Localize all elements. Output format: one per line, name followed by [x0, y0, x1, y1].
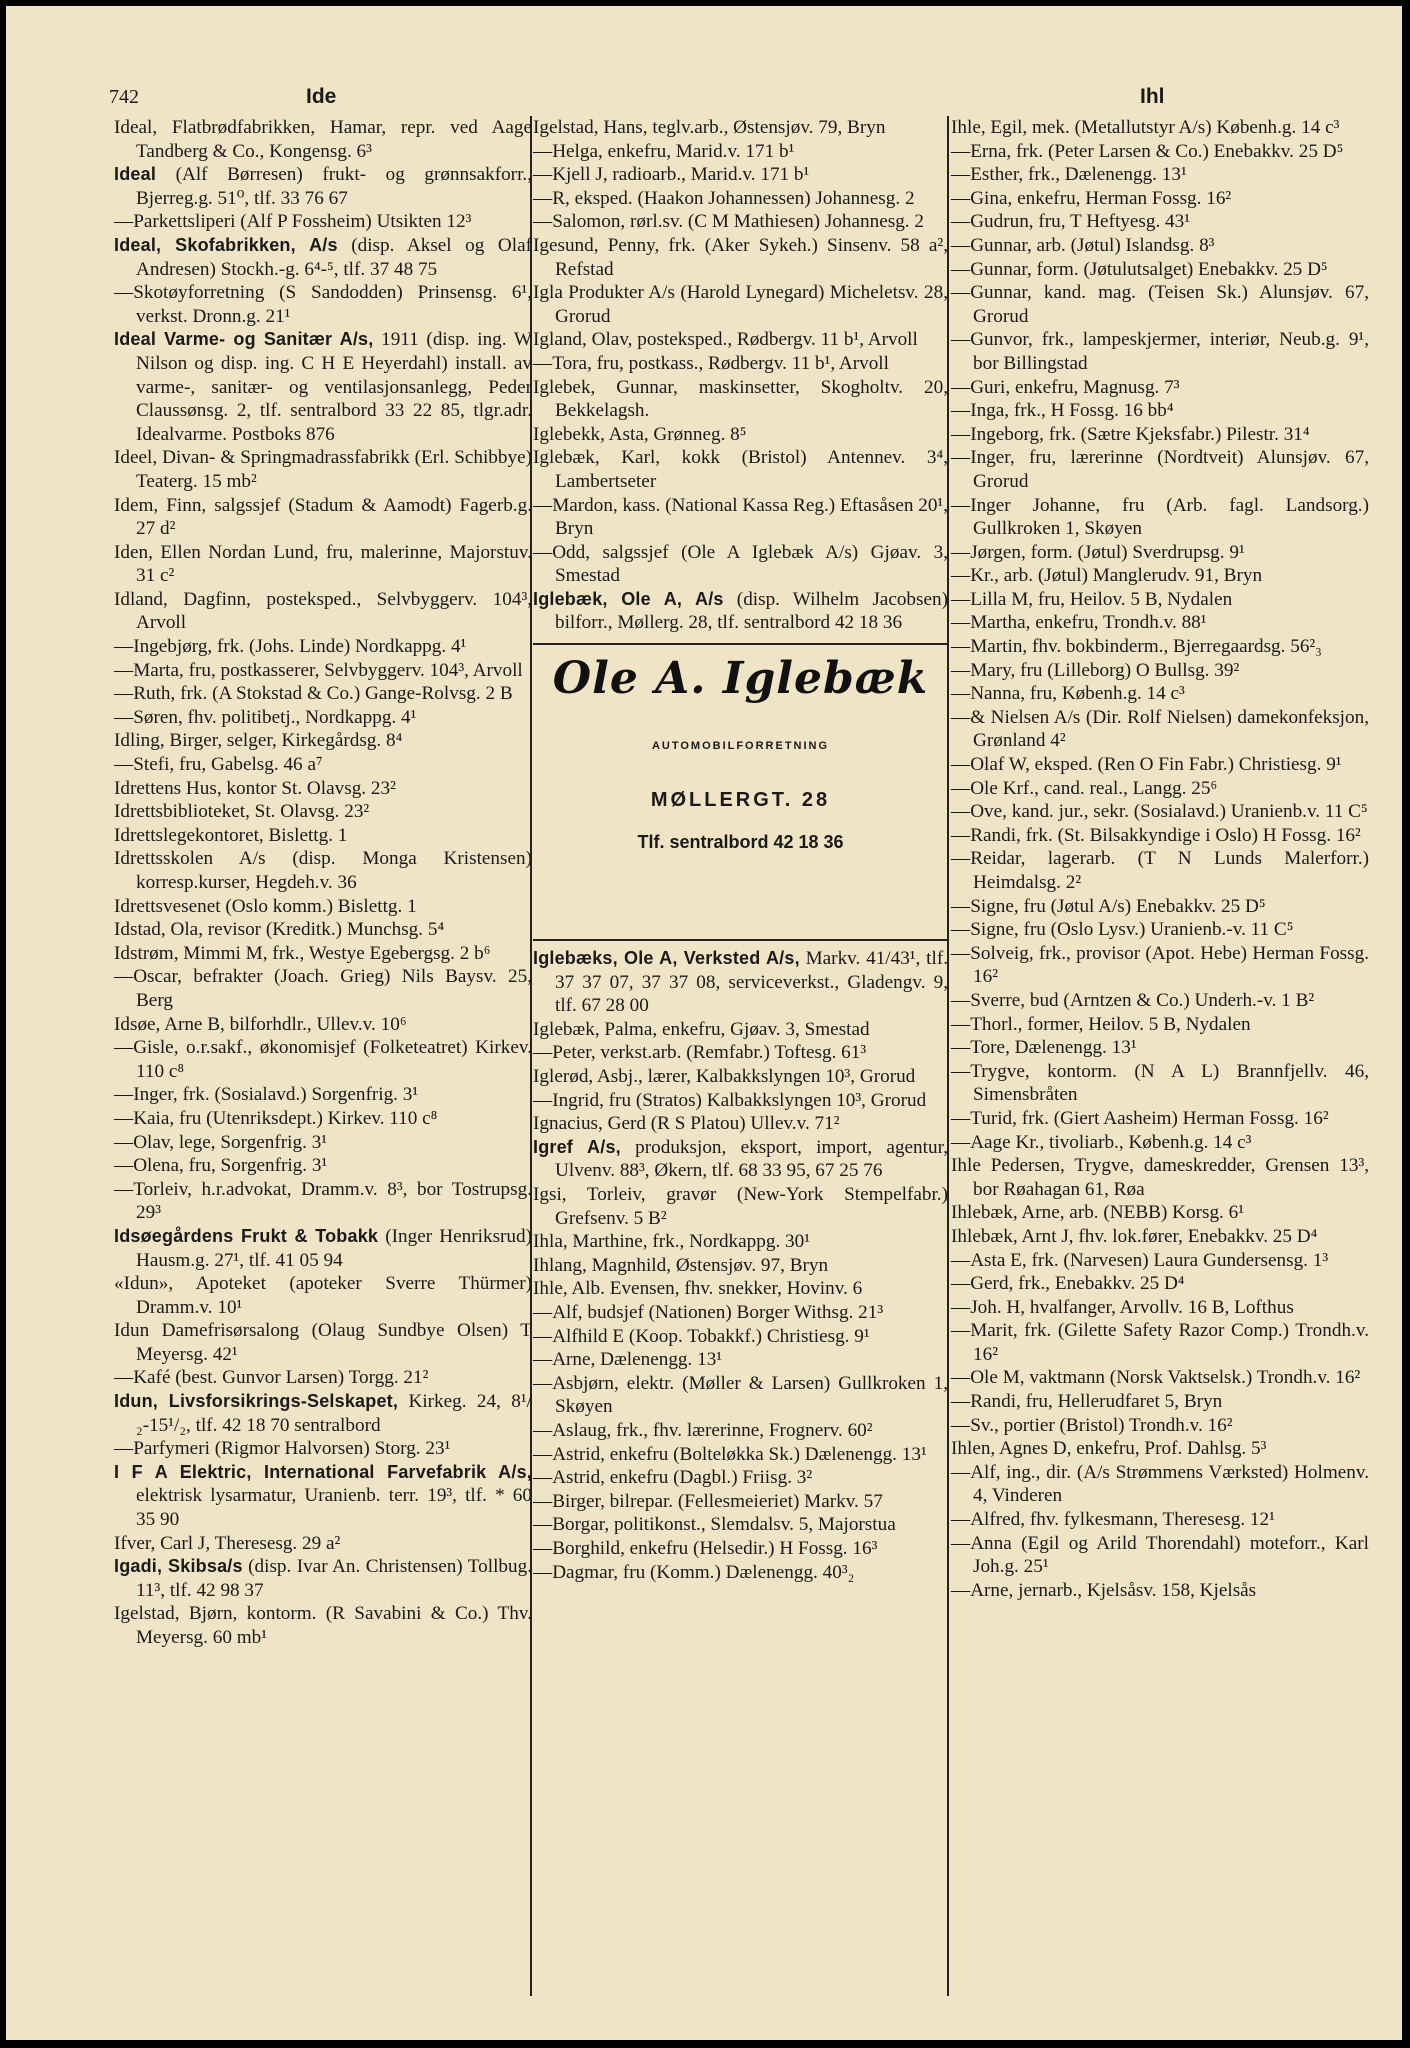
directory-entry	[114, 1036, 532, 1083]
column-2	[533, 116, 948, 1584]
entry-text: —Ruth, frk. (A Stokstad & Co.) Gange-Rolvsg. 2 B	[114, 683, 513, 705]
entry-text: —Borgar, politikonst., Slemdalsv. 5, Majorstua	[533, 1514, 896, 1536]
entry-text: —Trygve, kontorm. (N A L) Brannfjellv. 46, Simensbråten	[951, 1060, 1369, 1106]
directory-entry	[114, 234, 532, 281]
entry-text: —Peter, verkst.arb. (Remfabr.) Toftesg. 61³	[533, 1042, 867, 1064]
entry-bold-name: Iglebæk, Ole A, A/s	[533, 588, 724, 609]
directory-entry	[951, 659, 1369, 683]
directory-entry	[533, 376, 948, 423]
directory-entry	[114, 1178, 532, 1225]
directory-entry	[533, 210, 948, 234]
directory-entry	[533, 1325, 948, 1349]
entry-text: —Ingebjørg, frk. (Johs. Linde) Nordkappg. 4¹	[114, 636, 467, 658]
entry-text: —Parkettsliperi (Alf P Fossheim) Utsikten 12³	[114, 211, 472, 233]
entry-text: —Olena, fru, Sorgenfrig. 3¹	[114, 1155, 328, 1177]
directory-entry	[951, 611, 1369, 635]
entry-text: Idrettsvesenet (Oslo komm.) Bislettg. 1	[114, 895, 417, 917]
entry-text: Ihle, Alb. Evensen, fhv. snekker, Hovinv. 6	[533, 1278, 863, 1300]
column-2-top-entries	[533, 116, 948, 635]
directory-entry	[951, 1249, 1369, 1273]
entry-text: —Skotøyforretning (S Sandodden) Prinsensg. 6¹, verkst. Dronn.g. 21¹	[114, 282, 532, 327]
directory-entry	[951, 1225, 1369, 1249]
entry-text: —Tora, fru, postkass., Rødbergv. 11 b¹, Arvoll	[533, 352, 889, 374]
entry-text: Igland, Olav, posteksped., Rødbergv. 11 b¹, Arvoll	[533, 329, 918, 351]
entry-bold-name: Ideal	[114, 164, 157, 185]
directory-entry	[114, 1532, 532, 1556]
entry-text: —Arne, Dælenengg. 13¹	[533, 1349, 723, 1371]
entry-text: —Gunnar, kand. mag. (Teisen Sk.) Alunsjøv. 67, Grorud	[951, 282, 1369, 327]
directory-entry	[951, 1437, 1369, 1461]
directory-entry	[114, 682, 532, 706]
directory-entry	[114, 965, 532, 1012]
directory-entry	[114, 1225, 532, 1272]
directory-entry	[533, 1136, 948, 1183]
directory-entry	[951, 1532, 1369, 1579]
entry-text: —Parfymeri (Rigmor Halvorsen) Storg. 23¹	[114, 1438, 451, 1460]
directory-entry	[951, 588, 1369, 612]
entry-text: Idling, Birger, selger, Kirkegårdsg. 8⁴	[114, 730, 403, 752]
directory-entry	[114, 635, 532, 659]
entry-text: produksjon, eksport, import, agentur, Ulvenv. 88³, Økern, tlf. 68 33 95, 67 25 76	[555, 1136, 948, 1182]
entry-text: —Nanna, fru, Københ.g. 14 c³	[951, 683, 1185, 705]
entry-text: —Lilla M, fru, Heilov. 5 B, Nydalen	[951, 588, 1233, 610]
directory-entry	[951, 706, 1369, 753]
column-1	[114, 116, 532, 1650]
entry-text: —Reidar, lagerarb. (T N Lunds Malerforr.) Heimdalsg. 2²	[951, 848, 1369, 893]
entry-text: Idem, Finn, salgssjef (Stadum & Aamodt) Fagerb.g. 27 d²	[114, 494, 532, 540]
ad-phone: Tlf. sentralbord 42 18 36	[637, 832, 844, 853]
entry-text: —Ingrid, fru (Stratos) Kalbakkslyngen 10³, Grorud	[533, 1089, 927, 1111]
entry-text: —Randi, frk. (St. Bilsakkyndige i Oslo) H Fossg. 16²	[951, 824, 1361, 846]
directory-entry	[951, 918, 1369, 942]
entry-text: —Signe, fru (Jøtul A/s) Enebakkv. 25 D⁵	[951, 895, 1266, 917]
entry-text: —Marta, fru, postkasserer, Selvbyggerv. 104³, Arvoll	[114, 659, 523, 681]
entry-text: —Mary, fru (Lilleborg) O Bullsg. 39²	[951, 659, 1240, 681]
directory-entry	[951, 1036, 1369, 1060]
entry-text: Igelstad, Bjørn, kontorm. (R Savabini & Co.) Thv. Meyersg. 60 mb¹	[114, 1603, 532, 1648]
entry-text: —Solveig, frk., provisor (Apot. Hebe) Herman Fossg. 16²	[951, 942, 1369, 988]
directory-entry	[951, 187, 1369, 211]
entry-text: —Birger, bilrepar. (Fellesmeieriet) Markv. 57	[533, 1490, 883, 1512]
entry-text: —Ingeborg, frk. (Sætre Kjeksfabr.) Pilestr. 31⁴	[951, 423, 1310, 445]
directory-entry	[114, 281, 532, 328]
directory-entry	[114, 446, 532, 493]
entry-text: Idstad, Ola, revisor (Kreditk.) Munchsg. 5⁴	[114, 919, 445, 941]
entry-text: Ihle, Egil, mek. (Metallutstyr A/s) Københ.g. 14 c³	[951, 117, 1340, 138]
directory-entry	[533, 494, 948, 541]
entry-text: (Inger Henriksrud) Hausm.g. 27¹, tlf. 41 05 94	[136, 1225, 532, 1271]
directory-entry	[533, 281, 948, 328]
entry-text: —Guri, enkefru, Magnusg. 7³	[951, 376, 1180, 398]
entry-text: Ihla, Marthine, frk., Nordkappg. 30¹	[533, 1231, 810, 1253]
directory-entry	[114, 1272, 532, 1319]
entry-text: —Anna (Egil og Arild Thorendahl) moteforr., Karl Joh.g. 25¹	[951, 1532, 1369, 1578]
directory-entry	[114, 541, 532, 588]
directory-entry	[114, 942, 532, 966]
entry-text: Iglebekk, Asta, Grønneg. 8⁵	[533, 423, 747, 445]
entry-text: «Idun», Apoteket (apoteker Sverre Thürmer) Dramm.v. 10¹	[114, 1273, 532, 1318]
directory-entry	[951, 895, 1369, 919]
entry-text: (disp. Ivar An. Christensen) Tollbug. 11³, tlf. 42 98 37	[136, 1556, 532, 1601]
entry-text: (disp. Wilhelm Jacobsen) bilforr., Møllerg. 28, tlf. sentralbord 42 18 36	[555, 588, 948, 634]
directory-entry	[951, 1296, 1369, 1320]
entry-text: —Sverre, bud (Arntzen & Co.) Underh.-v. 1 B²	[951, 989, 1315, 1011]
directory-entry	[951, 989, 1369, 1013]
directory-entry	[951, 541, 1369, 565]
directory-entry	[114, 1131, 532, 1155]
directory-page	[6, 6, 1402, 2040]
directory-entry	[533, 1277, 948, 1301]
directory-entry	[951, 140, 1369, 164]
directory-entry	[951, 1107, 1369, 1131]
directory-entry	[951, 1013, 1369, 1037]
directory-entry	[951, 258, 1369, 282]
entry-bold-name: Iglebæks, Ole A, Verksted A/s,	[533, 948, 800, 969]
directory-entry	[951, 234, 1369, 258]
entry-text: Iglebæk, Karl, kokk (Bristol) Antennev. 3⁴, Lambertseter	[533, 447, 948, 492]
entry-text: —Gudrun, fru, T Heftyesg. 43¹	[951, 211, 1190, 233]
directory-entry	[533, 1537, 948, 1561]
directory-entry	[533, 1348, 948, 1372]
entry-text: —Aslaug, frk., fhv. lærerinne, Frognerv. 60²	[533, 1419, 873, 1441]
directory-entry	[533, 588, 948, 635]
entry-text: —Aage Kr., tivoliarb., Københ.g. 14 c³	[951, 1131, 1252, 1153]
directory-entry	[114, 1154, 532, 1178]
directory-entry	[114, 116, 532, 163]
entry-text: Idrettsbiblioteket, St. Olavsg. 23²	[114, 801, 370, 823]
directory-entry	[533, 1183, 948, 1230]
directory-entry	[114, 328, 532, 446]
directory-entry	[951, 847, 1369, 894]
entry-text: —Ole M, vaktmann (Norsk Vaktselsk.) Trondh.v. 16²	[951, 1367, 1361, 1389]
directory-entry	[114, 824, 532, 848]
directory-entry	[114, 494, 532, 541]
entry-text: —Salomon, rørl.sv. (C M Mathiesen) Johannesg. 2	[533, 211, 924, 233]
directory-entry	[533, 187, 948, 211]
directory-entry	[533, 1443, 948, 1467]
directory-entry	[533, 1089, 948, 1113]
entry-text: —Martin, fhv. bokbinderm., Bjerregaardsg. 56²₃	[951, 636, 1322, 658]
entry-text: —Torleiv, h.r.advokat, Dramm.v. 8³, bor Tostrupsg. 29³	[114, 1178, 532, 1224]
directory-entry	[533, 1301, 948, 1325]
entry-bold-name: Ideal Varme- og Sanitær A/s,	[114, 329, 374, 350]
entry-text: Ideel, Divan- & Springmadrassfabrikk (Erl. Schibbye) Teaterg. 15 mb²	[114, 447, 532, 492]
directory-entry	[533, 1065, 948, 1089]
directory-entry	[951, 777, 1369, 801]
entry-text: Igla Produkter A/s (Harold Lynegard) Micheletsv. 28, Grorud	[533, 282, 948, 327]
directory-entry	[951, 824, 1369, 848]
directory-entry	[951, 1390, 1369, 1414]
directory-entry	[951, 210, 1369, 234]
directory-entry	[114, 1013, 532, 1037]
page-number: 742	[109, 86, 139, 108]
directory-entry	[951, 1319, 1369, 1366]
directory-entry	[533, 1372, 948, 1419]
directory-entry	[114, 588, 532, 635]
directory-entry	[951, 753, 1369, 777]
directory-entry	[951, 446, 1369, 493]
directory-entry	[114, 163, 532, 210]
entry-text: —Gisle, o.r.sakf., økonomisjef (Folketeatret) Kirkev. 110 c⁸	[114, 1037, 532, 1082]
entry-text: —Stefi, fru, Gabelsg. 46 a⁷	[114, 754, 323, 776]
entry-text: —Odd, salgssjef (Ole A Iglebæk A/s) Gjøav. 3, Smestad	[533, 541, 948, 587]
directory-entry	[533, 1112, 948, 1136]
directory-entry	[533, 1419, 948, 1443]
entry-text: —Gina, enkefru, Herman Fossg. 16²	[951, 187, 1232, 209]
directory-entry	[951, 1461, 1369, 1508]
entry-text: Idrettslegekontoret, Bislettg. 1	[114, 824, 348, 846]
entry-bold-name: Idun, Livsforsikrings-Selskapet,	[114, 1391, 399, 1412]
entry-text: —Gunnar, form. (Jøtulutsalget) Enebakkv. 25 D⁵	[951, 258, 1328, 280]
entry-text: —Arne, jernarb., Kjelsåsv. 158, Kjelsås	[951, 1579, 1257, 1601]
entry-text: Ifver, Carl J, Theresesg. 29 a²	[114, 1532, 341, 1554]
directory-entry	[114, 1366, 532, 1390]
directory-entry	[533, 1561, 948, 1585]
directory-entry	[951, 163, 1369, 187]
directory-entry	[951, 1579, 1369, 1603]
entry-text: —Gerd, frk., Enebakkv. 25 D⁴	[951, 1273, 1185, 1295]
entry-text: —Gunvor, frk., lampeskjermer, interiør, Neub.g. 9¹, bor Billingstad	[951, 329, 1369, 374]
directory-entry	[951, 1131, 1369, 1155]
entry-text: Idstrøm, Mimmi M, frk., Westye Egebergsg. 2 b⁶	[114, 942, 491, 964]
directory-entry	[951, 376, 1369, 400]
entry-text: —Ole Krf., cand. real., Langg. 25⁶	[951, 777, 1218, 799]
entry-text: —Thorl., former, Heilov. 5 B, Nydalen	[951, 1013, 1251, 1035]
entry-text: Idland, Dagfinn, posteksped., Selvbyggerv. 104³, Arvoll	[114, 588, 532, 634]
entry-text: Ihlebæk, Arne, arb. (NEBB) Korsg. 6¹	[951, 1202, 1244, 1224]
entry-text: —Joh. H, hvalfanger, Arvollv. 16 B, Lofthus	[951, 1296, 1294, 1318]
ad-logo-subtitle: AUTOMOBILFORRETNING	[651, 740, 830, 753]
directory-entry	[114, 1107, 532, 1131]
entry-text: —Dagmar, fru (Komm.) Dælenengg. 40³₂	[533, 1561, 855, 1583]
directory-entry	[114, 800, 532, 824]
entry-text: —Alf, ing., dir. (A/s Strømmens Værksted) Holmenv. 4, Vinderen	[951, 1461, 1369, 1507]
advertisement	[533, 651, 948, 931]
directory-entry	[951, 800, 1369, 824]
entry-text: —Gunnar, arb. (Jøtul) Islandsg. 8³	[951, 234, 1215, 256]
column-3	[951, 116, 1369, 1602]
directory-entry	[533, 1466, 948, 1490]
entry-text: —Inga, frk., H Fossg. 16 bb⁴	[951, 400, 1174, 422]
directory-entry	[951, 423, 1369, 447]
entry-text: —Alf, budsjef (Nationen) Borger Withsg. 21³	[533, 1301, 884, 1323]
directory-entry	[533, 163, 948, 187]
directory-entry	[533, 116, 948, 140]
directory-entry	[114, 847, 532, 894]
directory-entry	[114, 659, 532, 683]
entry-text: Ihlen, Agnes D, enkefru, Prof. Dahlsg. 5³	[951, 1438, 1267, 1460]
entry-text: Iden, Ellen Nordan Lund, fru, malerinne, Majorstuv. 31 c²	[114, 541, 532, 587]
directory-entry	[114, 706, 532, 730]
entry-text: —Marit, frk. (Gilette Safety Razor Comp.) Trondh.v. 16²	[951, 1320, 1369, 1365]
entry-text: (disp. Aksel og Olaf Andresen) Stockh.-g. 6⁴-⁵, tlf. 37 48 75	[136, 234, 532, 280]
entry-text: —Astrid, enkefru (Bolteløkka Sk.) Dælenengg. 13¹	[533, 1443, 927, 1465]
entry-bold-name: I F A Elektric, International Farvefabrik A/s,	[114, 1461, 532, 1482]
ad-street: MØLLERGT. 28	[650, 789, 831, 812]
entry-text: Idsøe, Arne B, bilforhdlr., Ullev.v. 10⁶	[114, 1013, 407, 1035]
directory-entry	[114, 753, 532, 777]
directory-entry	[114, 1083, 532, 1107]
directory-entry	[114, 1437, 532, 1461]
ad-logo: Ole A. Iglebæk	[552, 653, 929, 705]
directory-entry	[951, 1060, 1369, 1107]
entry-text: —Kaia, fru (Utenriksdept.) Kirkev. 110 c⁸	[114, 1107, 438, 1129]
directory-entry	[951, 494, 1369, 541]
directory-entry	[114, 1461, 532, 1532]
entry-text: —& Nielsen A/s (Dir. Rolf Nielsen) damekonfeksjon, Grønland 4²	[951, 706, 1369, 752]
entry-text: 1911 (disp. ing. W Nilson og disp. ing. C H E Heyerdahl) install. av varme-, sanitær- og ventilasjonsanlegg, Peder Claussønsg. 2, tlf. sentralbord 33 22 85, tlgr.adr. Idealvarme. Postboks 876	[136, 329, 532, 445]
directory-entry	[951, 328, 1369, 375]
entry-text: —Borghild, enkefru (Helsedir.) H Fossg. 16³	[533, 1537, 878, 1559]
entry-text: —Jørgen, form. (Jøtul) Sverdrupsg. 9¹	[951, 541, 1245, 563]
directory-entry	[114, 210, 532, 234]
directory-entry	[114, 777, 532, 801]
entry-text: —Alfhild E (Koop. Tobakkf.) Christiesg. 9¹	[533, 1325, 870, 1347]
entry-text: Idrettens Hus, kontor St. Olavsg. 23²	[114, 777, 396, 799]
directory-entry	[533, 352, 948, 376]
entry-text: —R, eksped. (Haakon Johannessen) Johannesg. 2	[533, 187, 915, 209]
directory-entry	[951, 1154, 1369, 1201]
entry-text: —Ove, kand. jur., sekr. (Sosialavd.) Uranienb.v. 11 C⁵	[951, 801, 1368, 823]
directory-entry	[114, 729, 532, 753]
entry-text: —Inger, frk. (Sosialavd.) Sorgenfrig. 3¹	[114, 1084, 419, 1106]
entry-text: Idrettsskolen A/s (disp. Monga Kristensen) korresp.kurser, Hegdeh.v. 36	[114, 848, 532, 893]
directory-entry	[533, 446, 948, 493]
entry-text: —Kjell J, radioarb., Marid.v. 171 b¹	[533, 164, 810, 186]
entry-text: Ideal, Flatbrødfabrikken, Hamar, repr. ved Aage Tandberg & Co., Kongensg. 6³	[114, 117, 532, 162]
entry-text: —Randi, fru, Hellerudfaret 5, Bryn	[951, 1391, 1223, 1413]
directory-entry	[533, 1018, 948, 1042]
directory-entry	[533, 541, 948, 588]
entry-text: —Inger, fru, lærerinne (Nordtveit) Alunsjøv. 67, Grorud	[951, 447, 1369, 492]
entry-text: —Alfred, fhv. fylkesmann, Theresesg. 12¹	[951, 1509, 1275, 1531]
entry-text: —Asta E, frk. (Narvesen) Laura Gundersensg. 1³	[951, 1249, 1329, 1271]
directory-entry	[951, 1201, 1369, 1225]
left-keyword: Ide	[306, 85, 337, 108]
directory-entry	[533, 1041, 948, 1065]
ad-bottom-rule	[533, 939, 948, 941]
entry-text: Iglebæk, Palma, enkefru, Gjøav. 3, Smestad	[533, 1018, 870, 1040]
entry-text: —Signe, fru (Oslo Lysv.) Uranienb.-v. 11 C⁵	[951, 919, 1294, 941]
entry-text: —Martha, enkefru, Trondh.v. 88¹	[951, 612, 1207, 634]
directory-entry	[533, 1490, 948, 1514]
entry-bold-name: Ideal, Skofabrikken, A/s	[114, 234, 338, 255]
entry-text: Ignacius, Gerd (R S Platou) Ullev.v. 71²	[533, 1113, 840, 1135]
entry-text: elektrisk lysarmatur, Uranienb. terr. 19³, tlf. * 60 35 90	[136, 1485, 532, 1531]
directory-entry	[951, 1272, 1369, 1296]
entry-text: —Søren, fhv. politibetj., Nordkappg. 4¹	[114, 706, 417, 728]
entry-text: Igesund, Penny, frk. (Aker Sykeh.) Sinsenv. 58 a², Refstad	[533, 234, 948, 280]
entry-text: —Sv., portier (Bristol) Trondh.v. 16²	[951, 1414, 1233, 1436]
entry-text: Kirkeg. 24, 8¹/₂-15¹/₂, tlf. 42 18 70 sentralbord	[136, 1391, 532, 1436]
directory-entry	[114, 918, 532, 942]
directory-entry	[951, 682, 1369, 706]
entry-text: —Turid, frk. (Giert Aasheim) Herman Fossg. 16²	[951, 1107, 1329, 1129]
directory-entry	[114, 895, 532, 919]
entry-text: Iglebek, Gunnar, maskinsetter, Skogholtv. 20, Bekkelagsh.	[533, 376, 948, 422]
entry-text: —Mardon, kass. (National Kassa Reg.) Eftasåsen 20¹, Bryn	[533, 494, 948, 540]
directory-entry	[533, 947, 948, 1018]
directory-entry	[114, 1390, 532, 1437]
directory-entry	[951, 1508, 1369, 1532]
entry-text: Igsi, Torleiv, gravør (New-York Stempelfabr.) Grefsenv. 5 B²	[533, 1184, 948, 1229]
entry-text: —Kafé (best. Gunvor Larsen) Torgg. 21²	[114, 1367, 429, 1389]
directory-entry	[114, 1319, 532, 1366]
directory-entry	[533, 1254, 948, 1278]
directory-entry	[533, 234, 948, 281]
right-keyword: Ihl	[1140, 85, 1165, 108]
entry-text: Markv. 41/43¹, tlf. 37 37 07, 37 37 08, serviceverkst., Gladengv. 9, tlf. 67 28 00	[555, 948, 949, 1017]
directory-entry	[533, 328, 948, 352]
column-2-bottom-entries	[533, 947, 948, 1584]
entry-text: Iglerød, Asbj., lærer, Kalbakkslyngen 10³, Grorud	[533, 1066, 916, 1088]
directory-entry	[951, 635, 1369, 659]
directory-entry	[951, 116, 1369, 140]
entry-text: Ihlebæk, Arnt J, fhv. lok.fører, Enebakkv. 25 D⁴	[951, 1225, 1318, 1247]
entry-text: Ihlang, Magnhild, Østensjøv. 97, Bryn	[533, 1254, 829, 1276]
entry-text: —Inger Johanne, fru (Arb. fagl. Landsorg.) Gullkroken 1, Skøyen	[951, 494, 1369, 540]
entry-text: —Olaf W, eksped. (Ren O Fin Fabr.) Christiesg. 9¹	[951, 754, 1342, 776]
entry-text: Igelstad, Hans, teglv.arb., Østensjøv. 79, Bryn	[533, 117, 886, 138]
directory-entry	[533, 1230, 948, 1254]
directory-entry	[114, 1602, 532, 1649]
entry-text: —Erna, frk. (Peter Larsen & Co.) Enebakkv. 25 D⁵	[951, 140, 1344, 162]
entry-text: Idun Damefrisørsalong (Olaug Sundbye Olsen) T Meyersg. 42¹	[114, 1320, 532, 1365]
directory-entry	[951, 1414, 1369, 1438]
entry-text: Ihle Pedersen, Trygve, dameskredder, Grensen 13³, bor Røahagan 61, Røa	[951, 1155, 1369, 1200]
directory-entry	[533, 140, 948, 164]
entry-text: (Alf Børresen) frukt- og grønnsakforr., Bjerreg.g. 51⁰, tlf. 33 76 67	[136, 164, 532, 209]
entry-text: —Astrid, enkefru (Dagbl.) Friisg. 3²	[533, 1467, 813, 1489]
directory-entry	[951, 942, 1369, 989]
entry-bold-name: Igref A/s,	[533, 1136, 621, 1157]
entry-text: —Asbjørn, elektr. (Møller & Larsen) Gullkroken 1, Skøyen	[533, 1372, 948, 1418]
entry-text: —Oscar, befrakter (Joach. Grieg) Nils Baysv. 25, Berg	[114, 966, 532, 1011]
entry-text: —Esther, frk., Dælenengg. 13¹	[951, 164, 1187, 186]
entry-bold-name: Idsøegårdens Frukt & Tobakk	[114, 1225, 379, 1246]
directory-entry	[951, 564, 1369, 588]
entry-text: —Olav, lege, Sorgenfrig. 3¹	[114, 1131, 328, 1153]
directory-entry	[951, 1366, 1369, 1390]
entry-bold-name: Igadi, Skibsa/s	[114, 1556, 243, 1577]
directory-entry	[951, 281, 1369, 328]
directory-entry	[533, 423, 948, 447]
entry-text: —Helga, enkefru, Marid.v. 171 b¹	[533, 140, 795, 162]
page-header	[6, 82, 1402, 114]
entry-text: —Kr., arb. (Jøtul) Manglerudv. 91, Bryn	[951, 565, 1263, 587]
ad-top-rule	[533, 643, 948, 645]
entry-text: —Tore, Dælenengg. 13¹	[951, 1037, 1137, 1059]
directory-entry	[114, 1555, 532, 1602]
directory-entry	[533, 1513, 948, 1537]
directory-entry	[951, 399, 1369, 423]
